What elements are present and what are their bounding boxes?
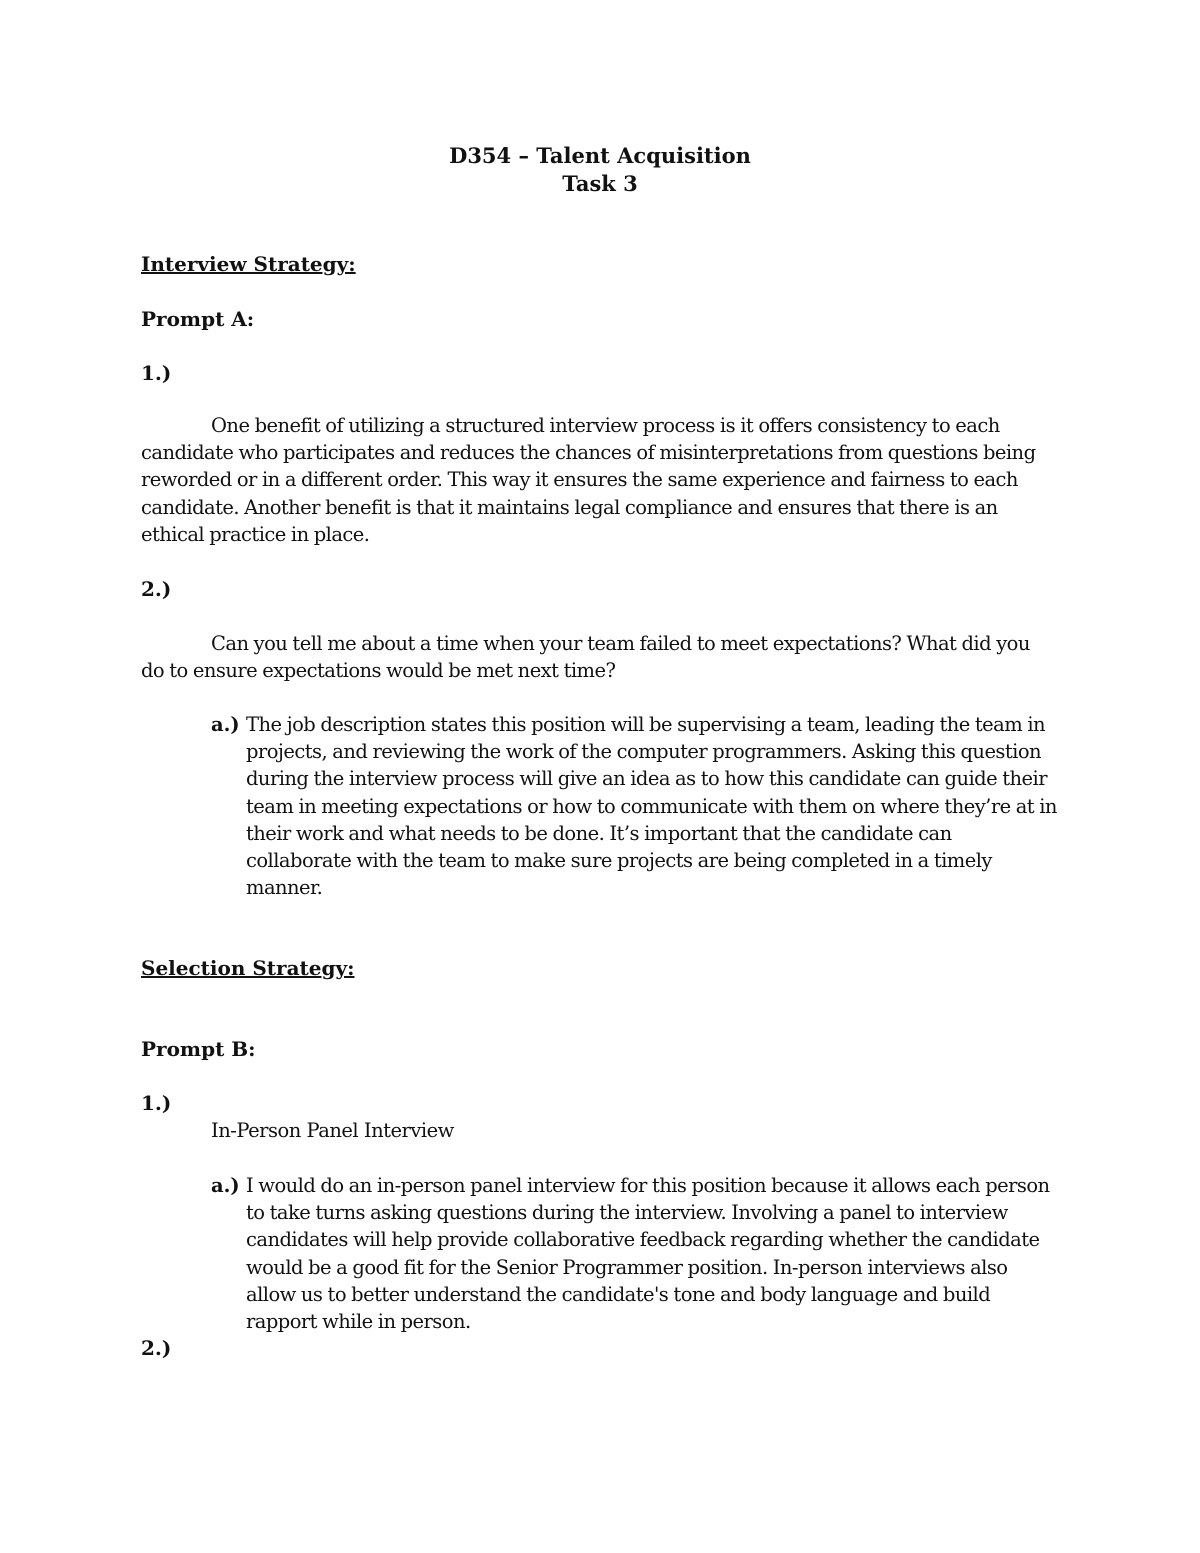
prompt-b-item1-number: 1.) <box>141 1091 172 1115</box>
prompt-a-item2-subitem <box>211 711 1061 901</box>
prompt-a-item1-paragraph: One benefit of utilizing a structured interview process is it offers consistency to each candidate who participates and reduces the chances of misinterpretations from questions being reworded or in a different order. This way it ensures the same experience and fairness to each candidate. Another benefit is that it maintains legal compliance and ensures that there is an ethical practice in place. <box>141 414 1036 546</box>
prompt-a-item2-question: Can you tell me about a time when your team failed to meet expectations? What did you do to ensure expectations would be met next time? <box>141 632 1030 683</box>
prompt-a-label: Prompt A: <box>141 307 255 331</box>
interview-strategy-heading: Interview Strategy: <box>141 252 356 276</box>
prompt-a-item2-number: 2.) <box>141 577 172 601</box>
document-subtitle: Task 3 <box>562 171 638 196</box>
selection-strategy-heading: Selection Strategy: <box>141 956 355 980</box>
subitem-label: a.) <box>211 713 240 736</box>
prompt-b-item1-subitem <box>211 1172 1061 1335</box>
prompt-b-label: Prompt B: <box>141 1037 256 1061</box>
document-title: D354 – Talent Acquisition <box>449 143 751 168</box>
prompt-a-item1-number: 1.) <box>141 361 172 385</box>
subitem-text: I would do an in-person panel interview for this position because it allows each person to take turns asking questions during the interview. Involving a panel to interview candidates will help provide collaborative feedback regarding whether the candidate would be a good fit for the Senior Programmer position. In-person interviews also allow us to better understand the candidate's tone and body language and build rapport while in person. <box>246 1174 1050 1334</box>
subitem-text: The job description states this position will be supervising a team, leading the team in projects, and reviewing the work of the computer programmers. Asking this question during the interview process will give an idea as to how this candidate can guide their team in meeting expectations or how to communicate with them on where they’re at in their work and what needs to be done. It’s important that the candidate can collaborate with the team to make sure projects are being completed in a timely manner. <box>246 713 1057 900</box>
prompt-b-item2-number: 2.) <box>141 1336 172 1360</box>
prompt-b-item1-method: In-Person Panel Interview <box>211 1119 454 1142</box>
subitem-label: a.) <box>211 1174 240 1197</box>
